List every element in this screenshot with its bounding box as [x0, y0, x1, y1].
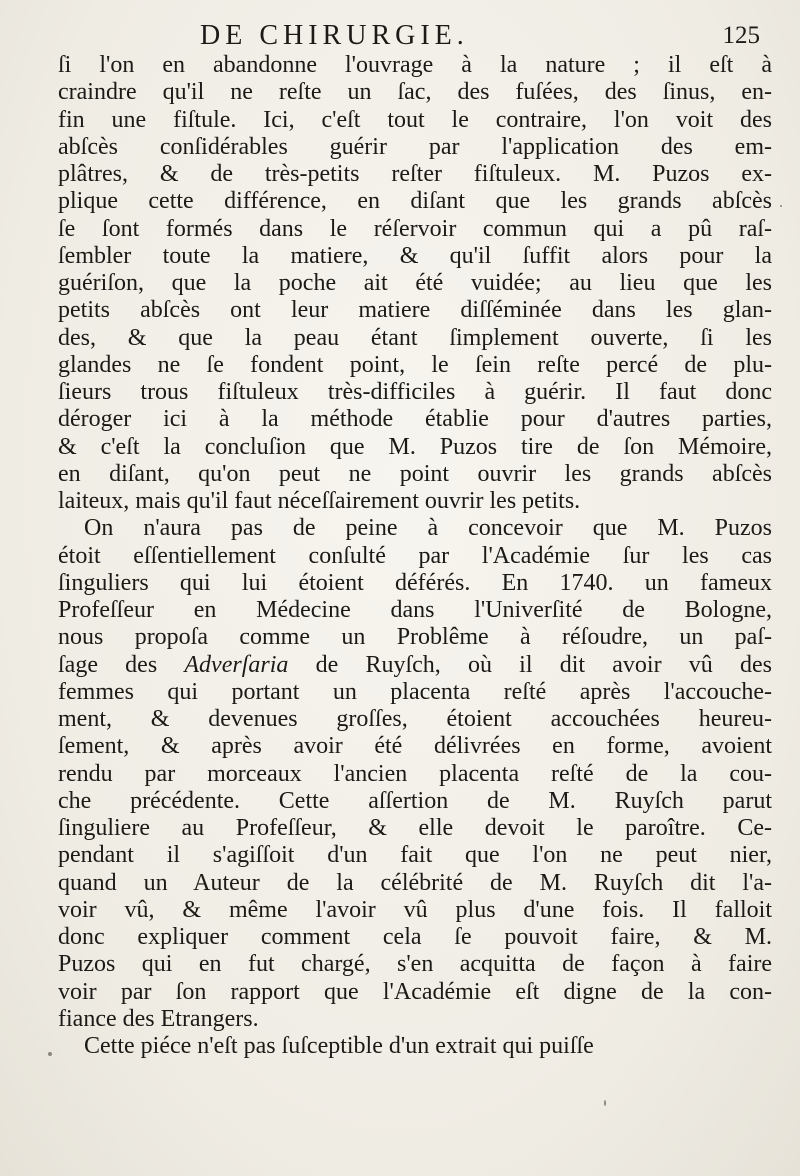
text-line: ſage des Adverſaria de Ruyſch, où il dit avoir vû des [58, 651, 772, 678]
paragraph [58, 515, 772, 1033]
text-line: glandes ne ſe fondent point, le ſein reſte percé de plu- [58, 351, 772, 378]
paper-speck [604, 1100, 606, 1106]
text-line: guériſon, que la poche ait été vuidée; au lieu que les [58, 270, 772, 296]
text-line: craindre qu'il ne reſte un ſac, des fuſées, des ſinus, en- [58, 79, 772, 106]
text-line: On n'aura pas de peine à concevoir que M. Puzos [84, 515, 772, 542]
text-line: ſi l'on en abandonne l'ouvrage à la nature ; il eſt à [58, 52, 772, 78]
paper-speck [780, 205, 782, 207]
text-line: fiance des Etrangers. [58, 1005, 259, 1032]
text-line: Cette piéce n'eſt pas ſuſceptible d'un extrait qui puiſſe [84, 1033, 594, 1059]
text-line: ſinguliere au Profeſſeur, & elle devoit le paroître. Ce- [58, 815, 772, 841]
text-line: en diſant, qu'on peut ne point ouvrir les grands abſcès [58, 460, 772, 487]
text-line: che précédente. Cette aſſertion de M. Ruyſch parut [58, 787, 772, 814]
page-header [60, 20, 760, 50]
text-line: voir vû, & même l'avoir vû plus d'une fois. Il falloit [58, 896, 772, 923]
text-line: ſembler toute la matiere, & qu'il ſuffit alors pour la [58, 242, 772, 269]
body-text [58, 52, 772, 1060]
text-line: plique cette différence, en diſant que les grands abſcès [58, 188, 772, 215]
text-line: rendu par morceaux l'ancien placenta reſté de la cou- [58, 760, 772, 787]
text-line: étoit eſſentiellement conſulté par l'Académie ſur les cas [58, 542, 772, 569]
text-line: des, & que la peau étant ſimplement ouverte, ſi les [58, 324, 772, 351]
running-title: DE CHIRURGIE. [200, 20, 469, 51]
text-line: ſement, & après avoir été délivrées en forme, avoient [58, 733, 772, 760]
text-line: fin une fiſtule. Ici, c'eſt tout le contraire, l'on voit des [58, 106, 772, 133]
text-line: abſcès conſidérables guérir par l'application des em- [58, 133, 772, 160]
text-line: donc expliquer comment cela ſe pouvoit faire, & M. [58, 924, 772, 950]
text-line: ſinguliers qui lui étoient déférés. En 1740. un fameux [58, 569, 772, 596]
italic-title: Adverſaria [184, 651, 289, 678]
text-line: ſieurs trous fiſtuleux très-difficiles à guérir. Il faut donc [58, 379, 772, 405]
text-line: petits abſcès ont leur matiere diſſéminée dans les glan- [58, 297, 772, 324]
paragraph [58, 52, 772, 515]
text-line: & c'eſt la concluſion que M. Puzos tire de ſon Mémoire, [58, 433, 772, 460]
text-line: ment, & devenues groſſes, étoient accouchées heureu- [58, 706, 772, 732]
text-line: ſe ſont formés dans le réſervoir commun qui a pû raſ- [58, 215, 772, 242]
text-line: Profeſſeur en Médecine dans l'Univerſité de Bologne, [58, 597, 772, 623]
text-line: pendant il s'agiſſoit d'un fait que l'on ne peut nier, [58, 842, 772, 869]
text-line: quand un Auteur de la célébrité de M. Ruyſch dit l'a- [58, 869, 772, 896]
page-number: 125 [722, 22, 760, 49]
text-line: laiteux, mais qu'il faut néceſſairement ouvrir les petits. [58, 488, 581, 514]
text-line: nous propoſa comme un Problême à réſoudre, un paſ- [58, 624, 772, 651]
text-line: voir par ſon rapport que l'Académie eſt digne de la con- [58, 978, 772, 1005]
paper-speck [48, 1052, 52, 1056]
text-line: femmes qui portant un placenta reſté après l'accouche- [58, 678, 772, 705]
text-line: plâtres, & de très-petits reſter fiſtuleux. M. Puzos ex- [58, 161, 772, 187]
text-line: Puzos qui en fut chargé, s'en acquitta de façon à faire [58, 951, 772, 978]
text-line: déroger ici à la méthode établie pour d'autres parties, [58, 406, 772, 433]
paragraph [58, 1033, 772, 1060]
